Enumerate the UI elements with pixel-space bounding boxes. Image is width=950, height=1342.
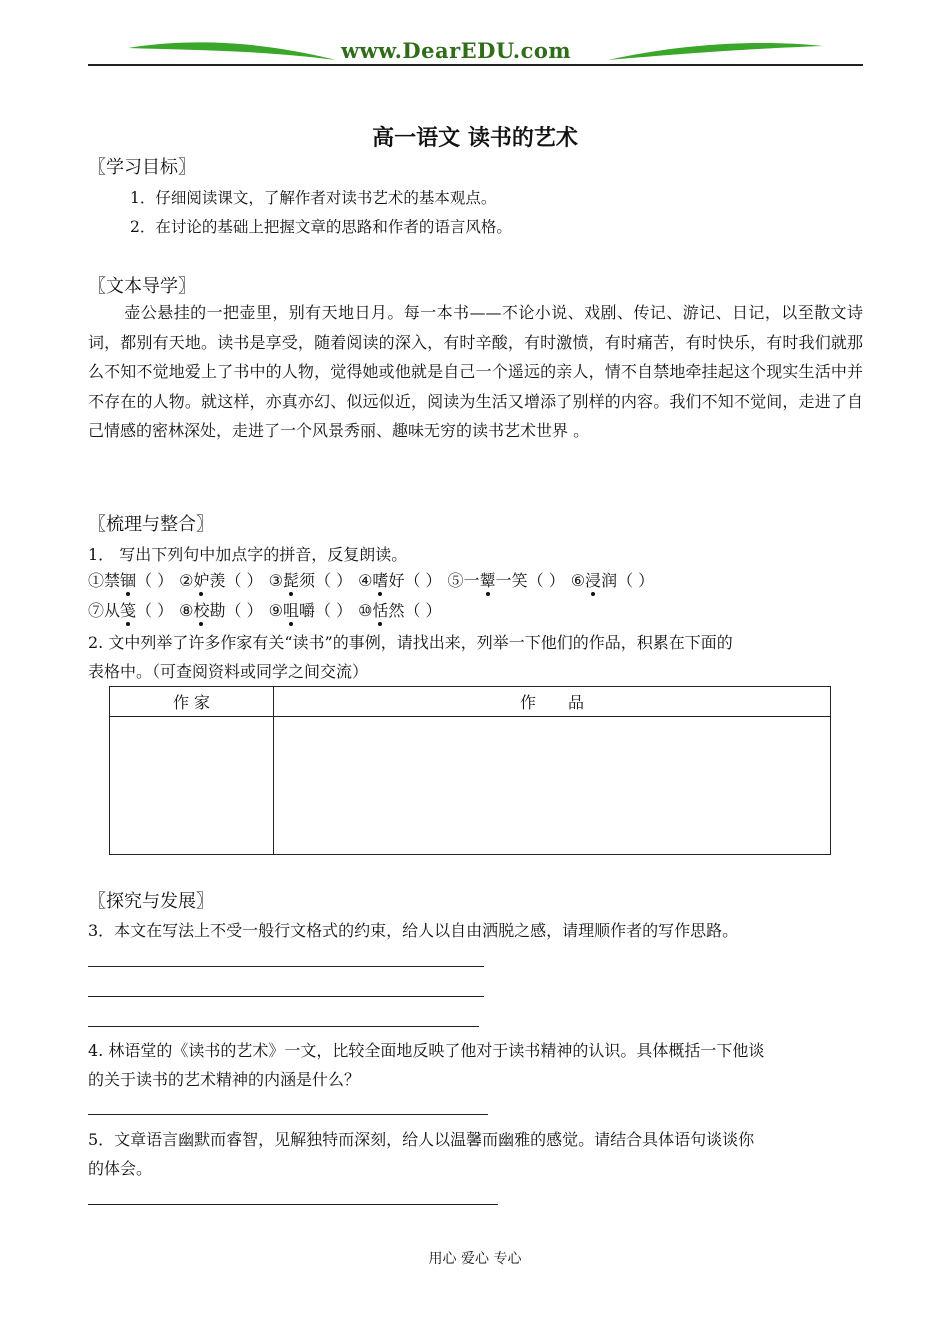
pinyin-prefix: 从 — [104, 601, 121, 620]
pinyin-suffix: 须 — [298, 571, 315, 590]
dotted-character: 恬 — [372, 598, 388, 621]
pinyin-row-2 — [88, 598, 448, 621]
pinyin-item — [358, 601, 441, 620]
pinyin-number: ⑩ — [358, 601, 373, 620]
pinyin-number: ⑨ — [268, 601, 283, 620]
section-heading-goals: 〖学习目标〗 — [88, 157, 196, 178]
pinyin-item — [269, 571, 352, 590]
question-3: 3．本文在写法上不受一般行文格式的约束，给人以自由洒脱之感，请理顺作者的写作思路。 — [88, 921, 739, 940]
dotted-character: 笺 — [120, 598, 136, 621]
author-works-table — [109, 686, 831, 855]
pinyin-number: ⑧ — [179, 601, 194, 620]
dotted-character: 浸 — [585, 568, 601, 591]
table-header-author: 作 家 — [110, 687, 274, 717]
dotted-character: 锢 — [120, 568, 136, 591]
pinyin-number: ④ — [358, 571, 373, 590]
answer-line[interactable] — [88, 1026, 479, 1027]
pinyin-suffix: 勘 — [209, 601, 226, 620]
goal-item-1: 1．仔细阅读课文，了解作者对读书艺术的基本观点。 — [130, 189, 497, 207]
pinyin-item — [179, 601, 262, 620]
author-answer-cell[interactable] — [110, 717, 274, 855]
pinyin-answer-blank[interactable]: （ ） — [136, 601, 174, 620]
pinyin-answer-blank[interactable]: （ ） — [404, 571, 442, 590]
dotted-character: 校 — [193, 598, 209, 621]
pinyin-answer-blank[interactable]: （ ） — [527, 571, 565, 590]
dotted-character: 咀 — [283, 598, 299, 621]
question-2-line-1: 2. 文中列举了许多作家有关“读书”的事例，请找出来，列举一下他们的作品，积累在下面的 — [88, 633, 733, 652]
pinyin-number: ③ — [268, 571, 283, 590]
pinyin-suffix: 然 — [388, 601, 405, 620]
dotted-character: 髭 — [283, 568, 299, 591]
table-header-works: 作 品 — [274, 687, 831, 717]
pinyin-item — [269, 601, 352, 620]
pinyin-item — [88, 571, 173, 590]
pinyin-number: ⑥ — [570, 571, 586, 590]
pinyin-item — [88, 601, 173, 620]
page-footer: 用心 爱心 专心 — [428, 1251, 522, 1267]
works-answer-cell[interactable] — [274, 717, 831, 855]
pinyin-suffix: 润 — [601, 571, 618, 590]
answer-line[interactable] — [88, 966, 484, 967]
left-swoosh — [128, 42, 336, 60]
dotted-character: 妒 — [193, 568, 209, 591]
pinyin-suffix: 嚼 — [298, 601, 315, 620]
pinyin-item — [448, 571, 565, 590]
question-2-line-2: 表格中。（可查阅资料或同学之间交流） — [88, 662, 369, 681]
pinyin-suffix: 羡 — [209, 571, 226, 590]
pinyin-row-1 — [88, 568, 660, 591]
pinyin-answer-blank[interactable]: （ ） — [136, 571, 174, 590]
pinyin-answer-blank[interactable]: （ ） — [617, 571, 655, 590]
question-4-line-2: 的关于读书的艺术精神的内涵是什么？ — [88, 1070, 361, 1089]
header-rule — [88, 64, 863, 66]
answer-line[interactable] — [88, 996, 484, 997]
pinyin-number: ① — [88, 571, 105, 590]
question-5-line-1: 5．文章语言幽默而睿智，见解独特而深刻，给人以温馨而幽雅的感觉。请结合具体语句谈谈你 — [88, 1130, 755, 1149]
pinyin-answer-blank[interactable]: （ ） — [225, 601, 263, 620]
section-heading-sorting: 〖梳理与整合〗 — [88, 514, 214, 535]
section-heading-guide: 〖文本导学〗 — [88, 276, 196, 297]
pinyin-answer-blank[interactable]: （ ） — [314, 571, 353, 590]
pinyin-answer-blank[interactable]: （ ） — [225, 571, 263, 590]
answer-line[interactable] — [88, 1204, 498, 1205]
pinyin-answer-blank[interactable]: （ ） — [404, 601, 442, 620]
goal-item-2: 2．在讨论的基础上把握文章的思路和作者的语言风格。 — [130, 218, 512, 236]
pinyin-prefix: 一 — [463, 571, 480, 590]
question-5-line-2: 的体会。 — [88, 1159, 153, 1178]
right-swoosh — [608, 43, 823, 60]
guide-paragraph-text: 壶公悬挂的一把壶里，别有天地日月。每一本书——不论小说、戏剧、传记、游记、日记，以至散文诗词，都别有天地。读书是享受，随着阅读的深入，有时辛酸，有时激愤，有时痛苦，有时快乐，有时我们就那么不知不觉地爱上了书中的人物，觉得她或他就是自己一个遥远的亲人，情不自禁地牵挂起这个现实生活中并不存在的人物。就这样，亦真亦幻、似远似近，阅读为生活又增添了别样的内容。我们不知不觉间，走进了自己情感的密林深处，走进了一个风景秀丽、趣味无穷的读书艺术世界 。 — [88, 303, 863, 440]
site-logo[interactable]: www.DearEDU.com — [341, 38, 572, 63]
pinyin-suffix: 好 — [388, 571, 405, 590]
question-1: 1． 写出下列句中加点字的拼音，反复朗读。 — [88, 545, 408, 564]
pinyin-suffix: 一笑 — [495, 571, 528, 590]
section-heading-explore: 〖探究与发展〗 — [88, 891, 214, 912]
answer-line[interactable] — [88, 1114, 488, 1115]
pinyin-item — [358, 571, 441, 590]
pinyin-prefix: 禁 — [104, 571, 121, 590]
pinyin-number: ② — [179, 571, 194, 590]
pinyin-number: ⑤ — [447, 571, 464, 590]
pinyin-answer-blank[interactable]: （ ） — [314, 601, 353, 620]
pinyin-item — [179, 571, 262, 590]
question-4-line-1: 4. 林语堂的《读书的艺术》一文，比较全面地反映了他对于读书精神的认识。具体概括一下他谈 — [88, 1041, 765, 1060]
guide-paragraph — [88, 298, 863, 446]
dotted-character: 颦 — [480, 568, 496, 591]
pinyin-item — [571, 571, 654, 590]
pinyin-number: ⑦ — [88, 601, 105, 620]
page-title: 高一语文 读书的艺术 — [372, 126, 578, 151]
dotted-character: 嗜 — [372, 568, 388, 591]
